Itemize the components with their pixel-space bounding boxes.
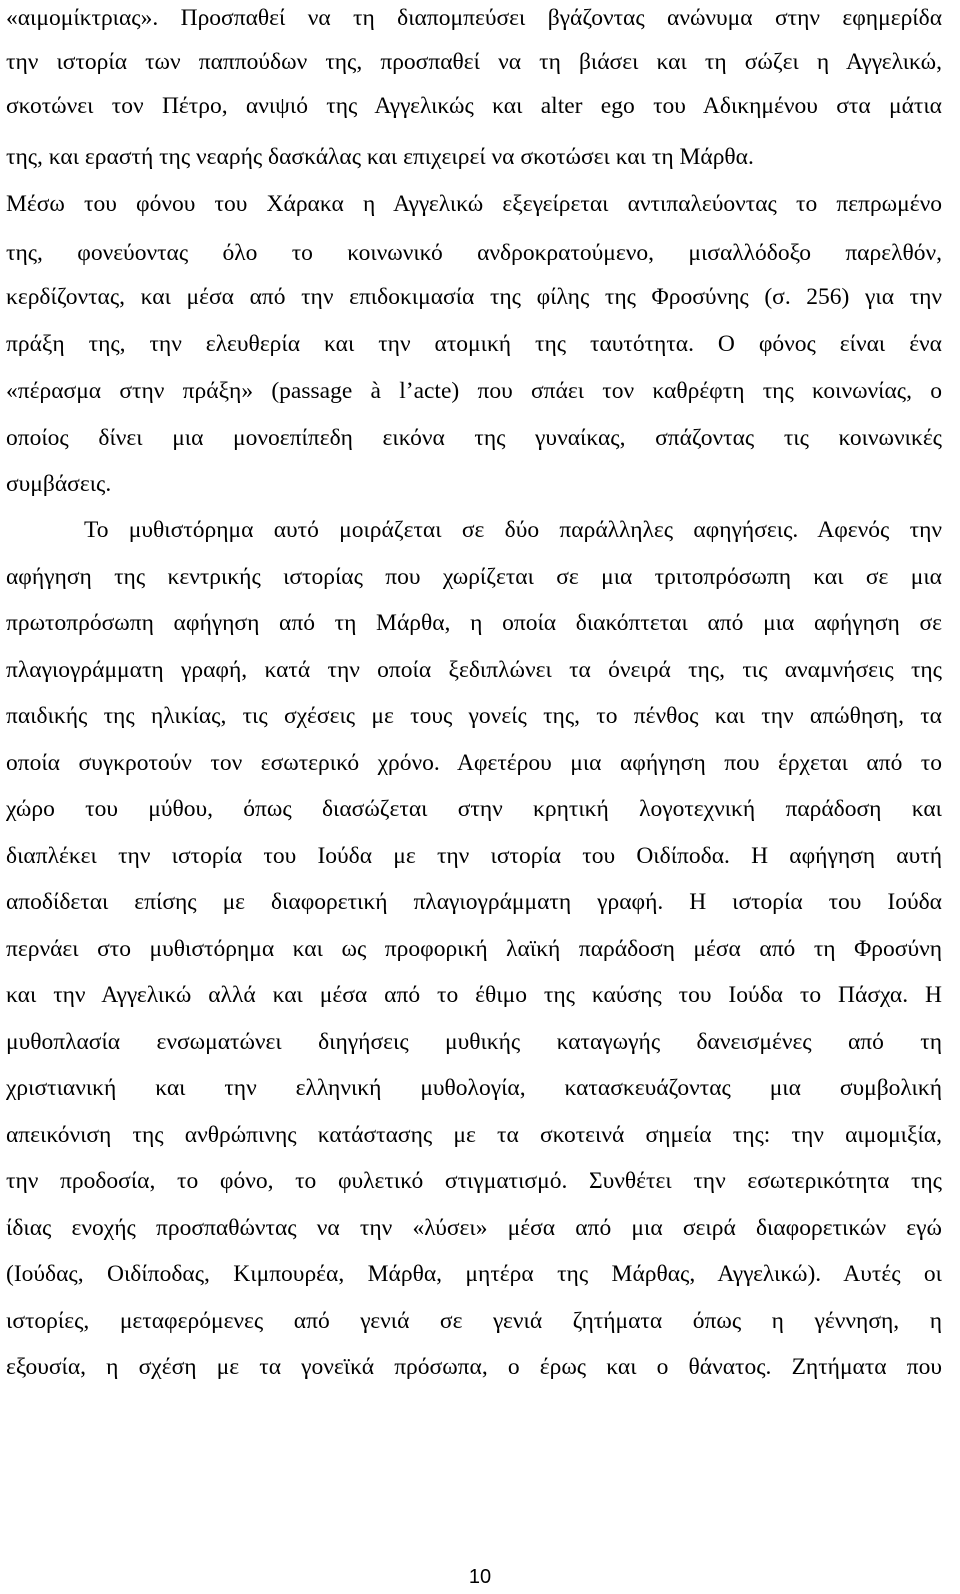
text-line: κερδίζοντας, και μέσα από την επιδοκιμασία της φίλης της Φροσύνης (σ. 256) για την	[6, 284, 942, 310]
text-line: διαπλέκει την ιστορία του Ιούδα με την ιστορία του Οιδίποδα. Η αφήγηση αυτή	[6, 843, 942, 869]
text-line: ιστορίες, μεταφερόμενες από γενιά σε γενιά ζητήματα όπως η γέννηση, η	[6, 1308, 942, 1334]
text-line: μυθοπλασία ενσωματώνει διηγήσεις μυθικής καταγωγής δανεισμένες από τη	[6, 1029, 942, 1055]
text-line: σκοτώνει τον Πέτρο, ανιψιό της Αγγελικώς και alter ego του Αδικημένου στα μάτια	[6, 93, 942, 119]
text-line: και την Αγγελικώ αλλά και μέσα από το έθιμο της καύσης του Ιούδα το Πάσχα. Η	[6, 982, 942, 1008]
text-line: πράξη της, την ελευθερία και την ατομική της ταυτότητα. Ο φόνος είναι ένα	[6, 331, 942, 357]
text-line: οποία συγκροτούν τον εσωτερικό χρόνο. Αφετέρου μια αφήγηση που έρχεται από το	[6, 750, 942, 776]
text-line: χώρο του μύθου, όπως διασώζεται στην κρητική λογοτεχνική παράδοση και	[6, 796, 942, 822]
text-line: «αιμομίκτριας». Προσπαθεί να τη διαπομπεύσει βγάζοντας ανώνυμα στην εφημερίδα	[6, 5, 942, 31]
text-line: την ιστορία των παππούδων της, προσπαθεί να τη βιάσει και τη σώζει η Αγγελικώ,	[6, 49, 942, 75]
text-line: περνάει στο μυθιστόρημα και ως προφορική λαϊκή παράδοση μέσα από τη Φροσύνη	[6, 936, 942, 962]
text-line: χριστιανική και την ελληνική μυθολογία, κατασκευάζοντας μια συμβολική	[6, 1075, 942, 1101]
text-line: εξουσία, η σχέση με τα γονεϊκά πρόσωπα, ο έρως και ο θάνατος. Ζητήματα που	[6, 1354, 942, 1380]
text-line: (Ιούδας, Οιδίποδας, Κιμπουρέα, Μάρθα, μητέρα της Μάρθας, Αγγελικώ). Αυτές οι	[6, 1261, 942, 1287]
text-line: ίδιας ενοχής προσπαθώντας να την «λύσει» μέσα από μια σειρά διαφορετικών εγώ	[6, 1215, 942, 1241]
text-line: πλαγιογράμματη γραφή, κατά την οποία ξεδιπλώνει τα όνειρά της, τις αναμνήσεις της	[6, 657, 942, 683]
text-line: της, και εραστή της νεαρής δασκάλας και επιχειρεί να σκοτώσει και τη Μάρθα.	[6, 144, 754, 170]
text-line: οποίος δίνει μια μονοεπίπεδη εικόνα της γυναίκας, σπάζοντας τις κοινωνικές	[6, 425, 942, 451]
text-line: «πέρασμα στην πράξη» (passage à l’acte) που σπάει τον καθρέφτη της κοινωνίας, ο	[6, 378, 942, 404]
text-line: πρωτοπρόσωπη αφήγηση από τη Μάρθα, η οποία διακόπτεται από μια αφήγηση σε	[6, 610, 942, 636]
text-line: αποδίδεται επίσης με διαφορετική πλαγιογράμματη γραφή. Η ιστορία του Ιούδα	[6, 889, 942, 915]
page-number: 10	[468, 1566, 492, 1588]
text-line: αφήγηση της κεντρικής ιστορίας που χωρίζεται σε μια τριτοπρόσωπη και σε μια	[6, 564, 942, 590]
text-line: συμβάσεις.	[6, 471, 112, 497]
text-line: της, φονεύοντας όλο το κοινωνικό ανδροκρατούμενο, μισαλλόδοξο παρελθόν,	[6, 240, 942, 266]
text-line: Μέσω του φόνου του Χάρακα η Αγγελικώ εξεγείρεται αντιπαλεύοντας το πεπρωμένο	[6, 191, 942, 217]
text-line: απεικόνιση της ανθρώπινης κατάστασης με τα σκοτεινά σημεία της: την αιμομιξία,	[6, 1122, 942, 1148]
paragraph-first-line: Το μυθιστόρημα αυτό μοιράζεται σε δύο παράλληλες αφηγήσεις. Αφενός την	[84, 517, 942, 543]
text-line: παιδικής της ηλικίας, τις σχέσεις με τους γονείς της, το πένθος και την απώθηση, τα	[6, 703, 942, 729]
text-line: την προδοσία, το φόνο, το φυλετικό στιγματισμό. Συνθέτει την εσωτερικότητα της	[6, 1168, 942, 1194]
